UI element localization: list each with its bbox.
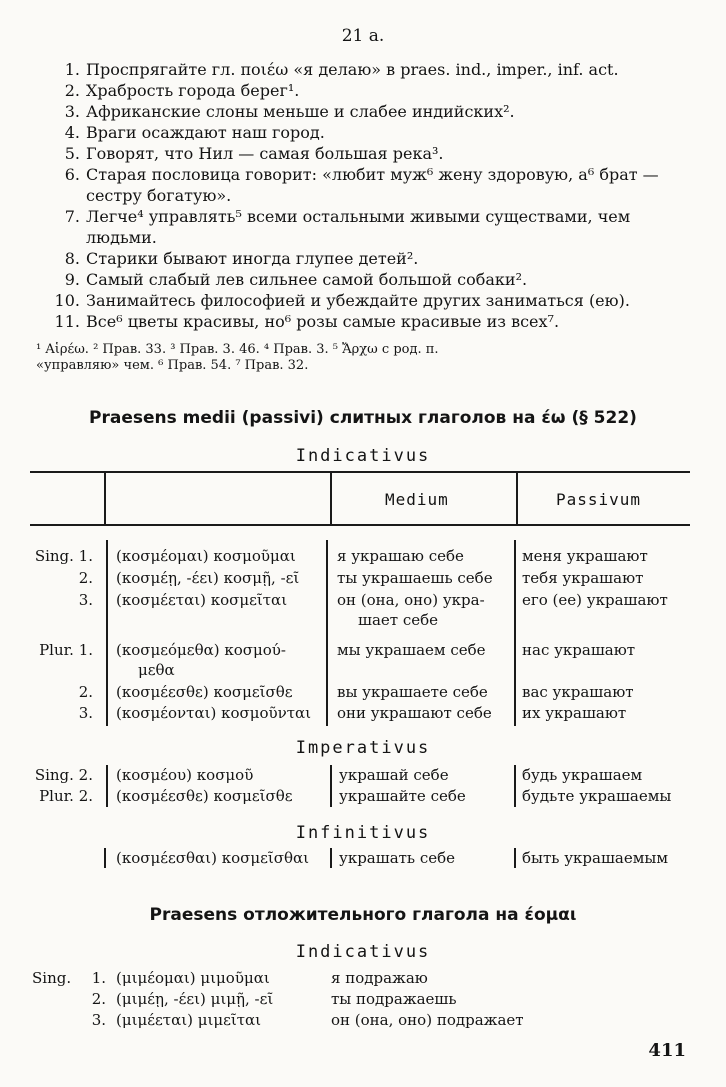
table-divider [330, 765, 332, 807]
exercise-number: 7. [64, 207, 80, 226]
footnote-line: ¹ Αἱρέω. ² Прав. 33. ³ Прав. 3. 46. ⁴ Прав. 3. ⁵ Ἄρχω с род. п. [36, 342, 439, 357]
medium-translation: он (она, оно) укра- [337, 591, 485, 609]
table-divider [326, 540, 328, 726]
medium-translation: мы украшаем себе [337, 641, 486, 659]
exercise-text: Старики бывают иногда глупее детей². [86, 249, 419, 268]
exercise-number: 3. [64, 102, 80, 121]
exercise-text: Старая пословица говорит: «любит муж⁶ жену здоровую, а⁶ брат — [86, 165, 659, 184]
greek-form: (κοσμέεσθε) κοσμεῖσθε [116, 787, 293, 805]
exercise-item [46, 144, 443, 163]
exercise-number: 1. [64, 60, 80, 79]
exercise-item [46, 312, 559, 331]
medium-translation-continuation: шает себе [358, 611, 439, 629]
translation: я подражаю [331, 969, 428, 987]
exercise-text: Проспрягайте гл. ποιέω «я делаю» в praes. ind., imper., inf. act. [86, 60, 619, 79]
greek-form: (μιμέομαι) μιμοῦμαι [116, 969, 270, 987]
passive-translation: меня украшают [522, 547, 648, 565]
row-label: Sing. [32, 969, 72, 987]
exercise-text: Самый слабый лев сильнее самой большой собаки². [86, 270, 528, 289]
passive-translation: его (ее) украшают [522, 591, 668, 609]
exercise-text: Африканские слоны меньше и слабее индийских². [86, 102, 515, 121]
greek-form: (κοσμέομαι) κοσμοῦμαι [116, 547, 296, 565]
greek-form: (κοσμέου) κοσμοῦ [116, 766, 254, 784]
passive-translation: будь украшаем [522, 766, 643, 784]
row-label: Sing. 2. [34, 766, 93, 784]
exercise-item [46, 81, 299, 100]
section-title: Praesens отложительного глагола на έομαι [149, 905, 577, 925]
table-divider [106, 540, 108, 726]
exercise-item [46, 123, 325, 142]
page-number: 411 [648, 1040, 686, 1061]
exercise-number: 10. [54, 291, 80, 310]
exercise-text: Все⁶ цветы красивы, но⁶ розы самые красивые из всех⁷. [86, 312, 560, 331]
exercise-item [46, 102, 515, 121]
row-number: 3. [91, 1011, 106, 1029]
table-divider [106, 765, 108, 807]
medium-translation: они украшают себе [337, 704, 492, 722]
table-divider [104, 471, 106, 526]
greek-form: (κοσμέεται) κοσμεῖται [116, 591, 288, 609]
section-title: Praesens medii (passivi) слитных глаголов на έω (§ 522) [89, 408, 637, 428]
passive-translation: нас украшают [522, 641, 636, 659]
table-rule-header [30, 524, 690, 526]
medium-translation: ты украшаешь себе [337, 569, 493, 587]
table-divider [330, 848, 332, 868]
medium-translation: украшать себе [339, 849, 456, 867]
passive-translation: будьте украшаемы [522, 787, 672, 805]
exercise-number: 8. [64, 249, 80, 268]
medium-translation: вы украшаете себе [337, 683, 488, 701]
greek-form: (κοσμέονται) κοσμοῦνται [116, 704, 312, 722]
mood-label-indicativus: Indicativus [295, 446, 431, 466]
row-label: 2. [78, 683, 93, 701]
passive-translation: вас украшают [522, 683, 634, 701]
exercise-item [46, 270, 527, 289]
row-label: Sing. 1. [34, 547, 93, 565]
exercise-text: Говорят, что Нил — самая большая река³. [86, 144, 444, 163]
mood-label-infinitivus: Infinitivus [295, 823, 431, 843]
exercise-number: 4. [64, 123, 80, 142]
exercise-number: 2. [64, 81, 80, 100]
greek-form: (μιμέεται) μιμεῖται [116, 1011, 262, 1029]
greek-form: (κοσμέεσθαι) κοσμεῖσθαι [116, 849, 310, 867]
medium-translation: украшай себе [339, 766, 449, 784]
exercise-item [46, 165, 659, 184]
table-divider [516, 471, 518, 526]
row-label: Plur. 1. [39, 641, 93, 659]
exercise-number: 9. [64, 270, 80, 289]
exercise-text: Храбрость города берег¹. [86, 81, 300, 100]
exercise-text: Занимайтесь философией и убеждайте других заниматься (ею). [86, 291, 630, 310]
greek-form: (κοσμέεσθε) κοσμεῖσθε [116, 683, 293, 701]
row-label: Plur. 2. [39, 787, 93, 805]
exercise-item [46, 60, 619, 79]
greek-form-continuation: μεθα [138, 661, 175, 679]
mood-label-imperativus: Imperativus [295, 738, 431, 758]
row-number: 2. [91, 990, 106, 1008]
row-label: 3. [78, 591, 93, 609]
exercise-number: 6. [64, 165, 80, 184]
column-header-medium: Medium [385, 490, 449, 509]
footnote-line: «управляю» чем. ⁶ Прав. 54. ⁷ Прав. 32. [36, 358, 309, 373]
table-divider [514, 765, 516, 807]
row-label: 3. [78, 704, 93, 722]
row-label: 2. [78, 569, 93, 587]
passive-translation: тебя украшают [522, 569, 644, 587]
column-header-passivum: Passivum [556, 490, 642, 509]
passive-translation: их украшают [522, 704, 627, 722]
table-divider [104, 848, 106, 868]
page-header: 21 a. [341, 26, 385, 46]
exercise-item [46, 207, 630, 226]
exercise-text: Легче⁴ управлять⁵ всеми остальными живыми существами, чем [86, 207, 631, 226]
greek-form: (κοσμεόμεθα) κοσμού- [116, 641, 286, 659]
row-number: 1. [91, 969, 106, 987]
table-divider [330, 471, 332, 526]
greek-form: (κοσμέῃ, -έει) κοσμῇ, -εῖ [116, 569, 300, 587]
table-rule-top [30, 471, 690, 473]
table-divider [514, 848, 516, 868]
medium-translation: я украшаю себе [337, 547, 464, 565]
exercise-number: 5. [64, 144, 80, 163]
translation: ты подражаешь [331, 990, 457, 1008]
table-divider [514, 540, 516, 726]
medium-translation: украшайте себе [339, 787, 466, 805]
exercise-item [46, 249, 418, 268]
exercise-text: Враги осаждают наш город. [86, 123, 325, 142]
mood-label-indicativus: Indicativus [295, 942, 431, 962]
translation: он (она, оно) подражает [331, 1011, 524, 1029]
greek-form: (μιμέῃ, -έει) μιμῇ, -εῖ [116, 990, 274, 1008]
passive-translation: быть украшаемым [522, 849, 668, 867]
exercise-item-continuation [46, 186, 231, 205]
exercise-text: людьми. [86, 228, 157, 247]
exercise-text: сестру богатую». [86, 186, 232, 205]
exercise-number: 11. [54, 312, 80, 331]
exercise-item-continuation [46, 228, 157, 247]
exercise-item [46, 291, 630, 310]
